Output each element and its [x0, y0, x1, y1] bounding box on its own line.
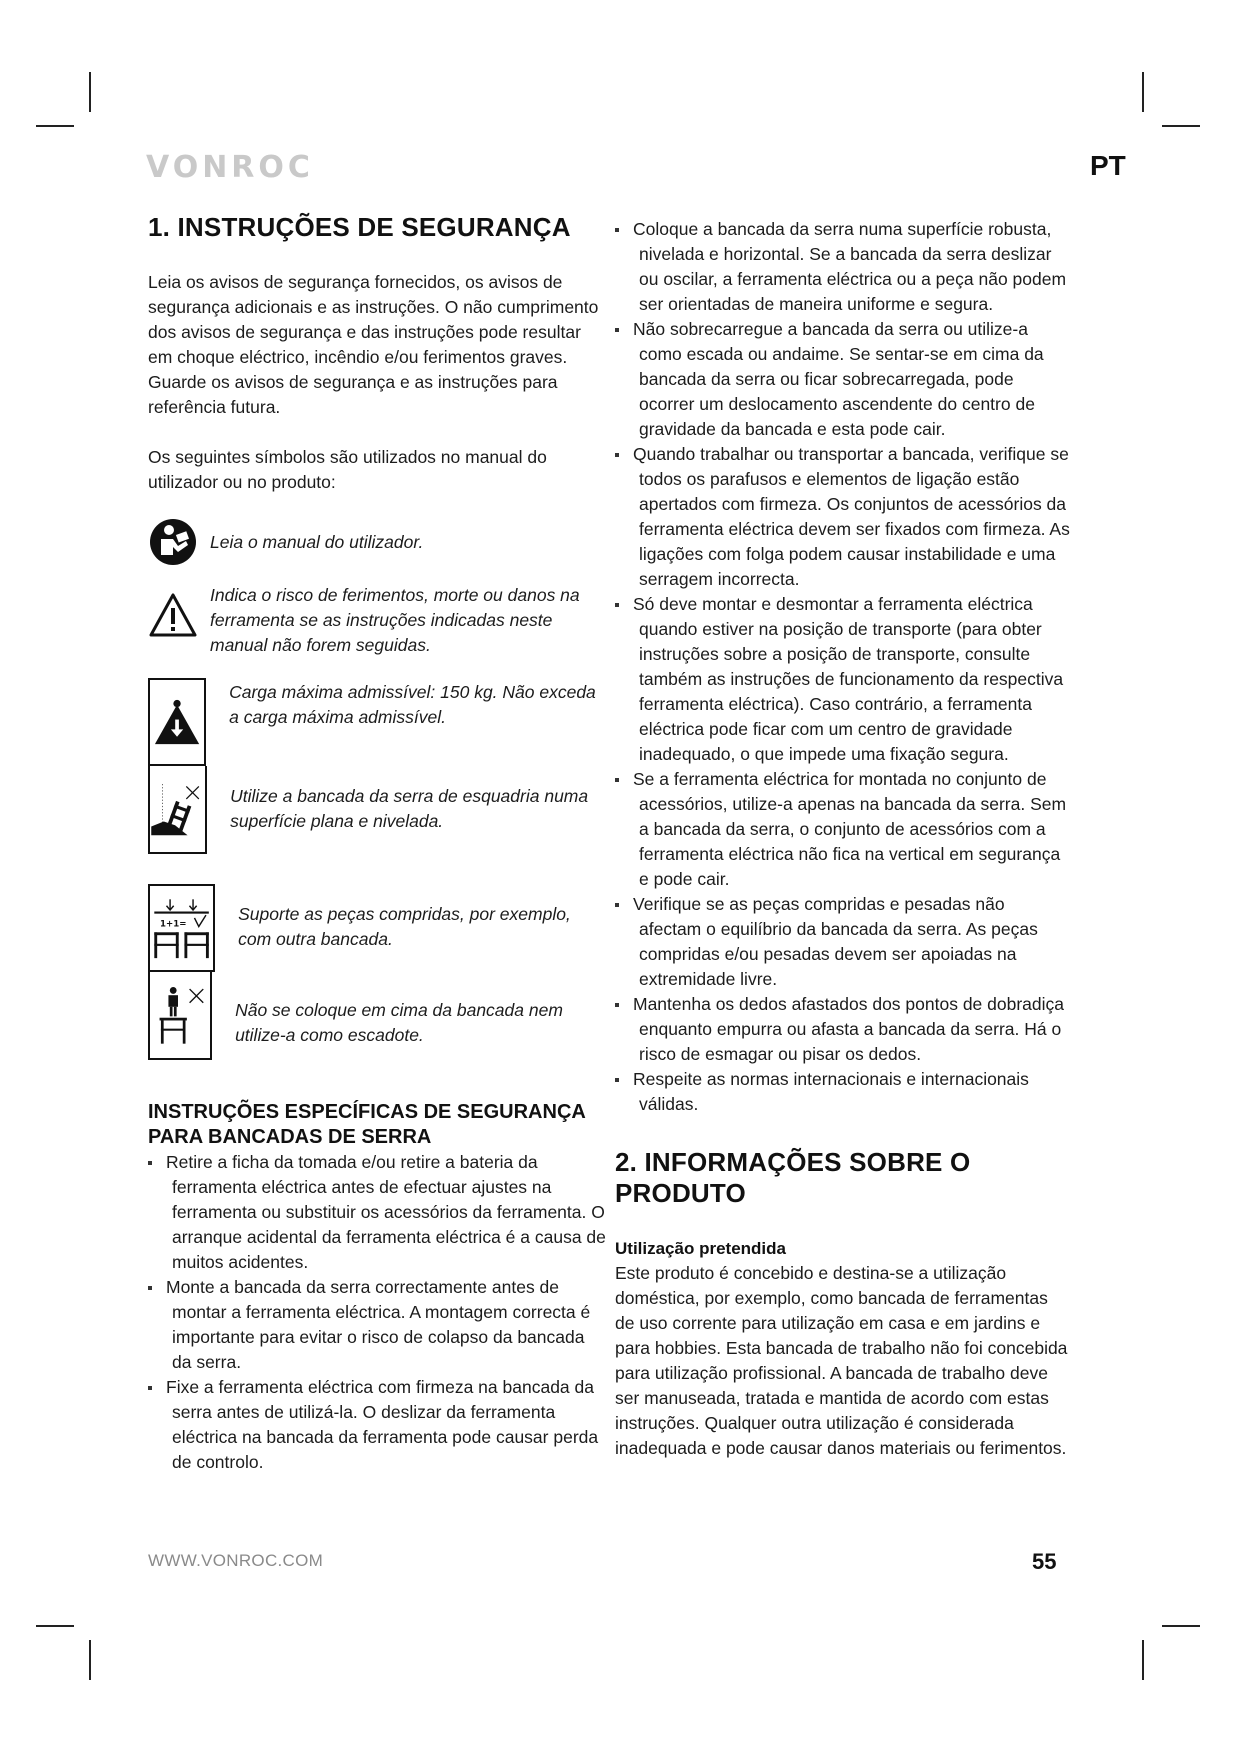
symbol-row-level	[148, 766, 608, 854]
crop-mark	[89, 72, 91, 112]
bullet-list-left	[148, 1150, 608, 1475]
symbols-intro: Os seguintes símbolos são utilizados no manual do utilizador ou no produto:	[148, 447, 547, 492]
list-item: Só deve montar e desmontar a ferramenta eléctrica quando estiver na posição de transporte (para obter instruções sobre a posição de transporte, consulte também as instruções de funcionamento da respectiva ferramenta eléctrica). Caso contrário, a ferramenta eléctrica pode ficar com um centro de gravidade inadequado, o que impede uma fixação segura.	[615, 592, 1070, 767]
left-column	[148, 212, 608, 1475]
crop-mark	[1142, 72, 1144, 112]
footer-url: WWW.VONROC.COM	[148, 1551, 324, 1570]
list-item: Mantenha os dedos afastados dos pontos de dobradiça enquanto empurra ou afasta a bancada da serra. Há o risco de esmagar ou pisar os dedos.	[615, 992, 1070, 1067]
crop-mark	[1142, 1640, 1144, 1680]
section-title: 2. INFORMAÇÕES SOBRE O PRODUTO	[615, 1147, 971, 1208]
warning-triangle-icon	[148, 591, 198, 641]
symbol-row-support	[148, 884, 608, 972]
read-manual-icon	[148, 517, 198, 567]
max-load-icon	[148, 678, 206, 766]
list-item: Coloque a bancada da serra numa superfície robusta, nivelada e horizontal. Se a bancada da serra deslizar ou oscilar, a ferramenta eléctrica ou a peça não podem ser orientadas de maneira uniforme e segura.	[615, 217, 1070, 317]
crop-mark	[1162, 125, 1200, 127]
page-number: 55	[1032, 1549, 1057, 1574]
list-item: Fixe a ferramenta eléctrica com firmeza na bancada da serra antes de utilizá-la. O deslizar da ferramenta eléctrica na bancada da ferramenta pode causar perda de controlo.	[148, 1375, 608, 1475]
list-item: Retire a ficha da tomada e/ou retire a bateria da ferramenta eléctrica antes de efectuar ajustes na ferramenta ou substituir os acessórios da ferramenta. O arranque acidental da ferramenta eléctrica é a causa de muitos acidentes.	[148, 1150, 608, 1275]
level-surface-icon	[148, 766, 207, 854]
symbol-row-max-load	[148, 678, 608, 766]
symbol-text: Utilize a bancada da serra de esquadria numa superfície plana e nivelada.	[230, 786, 589, 831]
symbol-row-warning	[148, 577, 608, 658]
symbol-text: Leia o manual do utilizador.	[210, 532, 424, 552]
crop-mark	[1162, 1625, 1200, 1627]
list-item: Não sobrecarregue a bancada da serra ou utilize-a como escada ou andaime. Se sentar-se em cima da bancada da serra ou ficar sobrecarregada, pode ocorrer um deslocamento ascendente do centro de gravidade da bancada e esta pode cair.	[615, 317, 1070, 442]
no-standing-icon	[148, 972, 212, 1060]
symbol-text: Não se coloque em cima da bancada nem utilize-a como escadote.	[235, 1000, 563, 1045]
symbol-text: Indica o risco de ferimentos, morte ou danos na ferramenta se as instruções indicadas neste manual não forem seguidas.	[210, 585, 580, 655]
list-item: Se a ferramenta eléctrica for montada no conjunto de acessórios, utilize-a apenas na bancada da serra. Sem a bancada da serra, o conjunto de acessórios com a ferramenta eléctrica não fica na vertical em segurança e pode cair.	[615, 767, 1070, 892]
bullet-list-right	[615, 217, 1070, 1117]
symbol-text: Carga máxima admissível: 150 kg. Não exceda a carga máxima admissível.	[229, 682, 596, 727]
list-item: Verifique se as peças compridas e pesadas não afectam o equilíbrio da bancada da serra. As peças compridas e/ou pesadas devem ser apoiadas na extremidade livre.	[615, 892, 1070, 992]
support-workpiece-icon	[148, 884, 215, 972]
language-code: PT	[1090, 150, 1126, 181]
list-item: Quando trabalhar ou transportar a bancada, verifique se todos os parafusos e elementos de ligação estão apertados com firmeza. Os conjuntos de acessórios da ferramenta eléctrica devem ser fixados com firmeza. As ligações com folga podem causar instabilidade e uma serragem incorrecta.	[615, 442, 1070, 592]
list-item: Monte a bancada da serra correctamente antes de montar a ferramenta eléctrica. A montagem correcta é importante para evitar o risco de colapso da bancada da serra.	[148, 1275, 608, 1375]
symbol-row-no-standing	[148, 972, 608, 1060]
crop-mark	[36, 1625, 74, 1627]
symbol-row-manual	[148, 517, 608, 567]
brand-logo: VONROC	[146, 150, 314, 185]
section-title: 1. INSTRUÇÕES DE SEGURANÇA	[148, 212, 571, 242]
intro-paragraph: Leia os avisos de segurança fornecidos, os avisos de segurança adicionais e as instruções. O não cumprimento dos avisos de segurança e das instruções pode resultar em choque eléctrico, incêndio e/ou ferimentos graves. Guarde os avisos de segurança e as instruções para referência futura.	[148, 272, 599, 417]
list-item: Respeite as normas internacionais e internacionais válidas.	[615, 1067, 1070, 1117]
symbol-text: Suporte as peças compridas, por exemplo, com outra bancada.	[238, 904, 571, 949]
crop-mark	[36, 125, 74, 127]
product-usage-paragraph: Este produto é concebido e destina-se a utilização doméstica, por exemplo, como bancada de ferramentas de uso corrente para utilização em casa e em jardins e para hobbies. Esta bancada de trabalho não foi concebida para utilização profissional. A bancada de trabalho deve ser manuseada, tratada e mantida de acordo com estas instruções. Qualquer outra utilização é considerada inadequada e pode causar danos materiais ou ferimentos.	[615, 1263, 1068, 1458]
specific-instructions-title: INSTRUÇÕES ESPECÍFICAS DE SEGURANÇA PARA BANCADAS DE SERRA	[148, 1101, 586, 1148]
right-column	[615, 212, 1070, 1461]
crop-mark	[89, 1640, 91, 1680]
pictogram-label: 1+1=	[160, 919, 187, 930]
section-subtitle: Utilização pretendida	[615, 1239, 786, 1258]
